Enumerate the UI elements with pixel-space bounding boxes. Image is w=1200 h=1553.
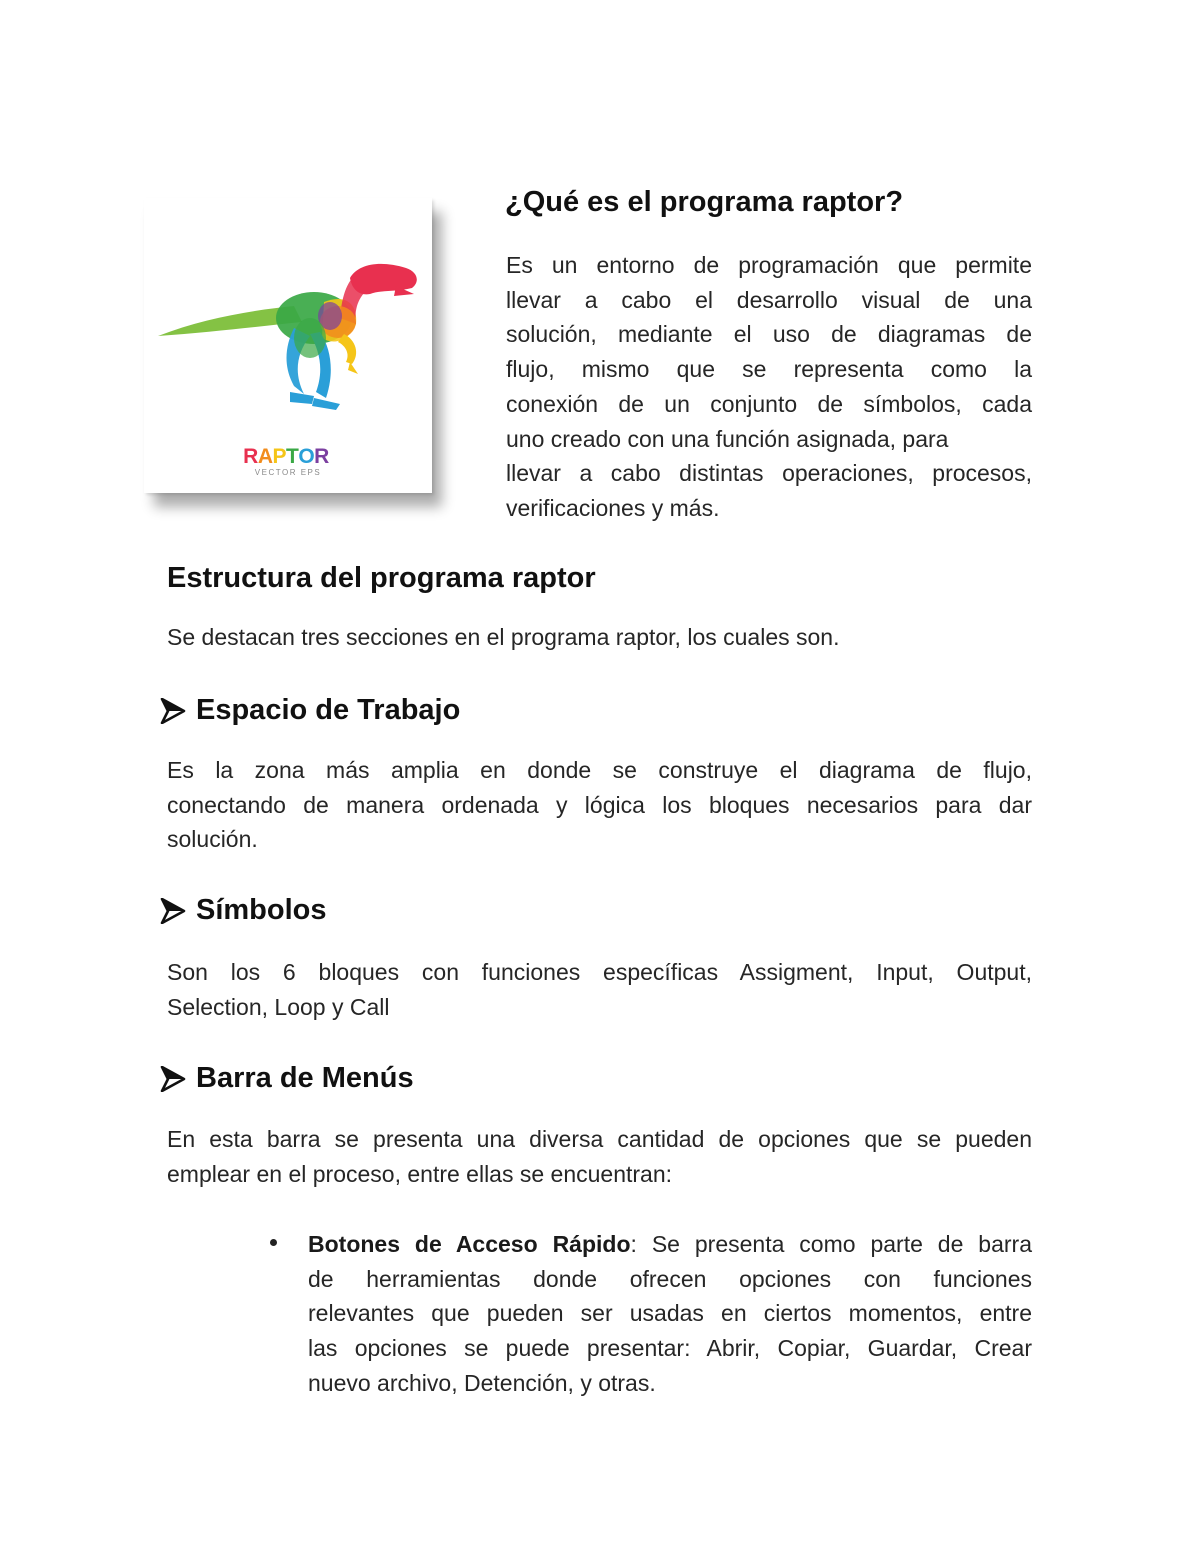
intro-line: uno creado con una función asignada, para [506, 425, 949, 452]
intro-line: solución, mediante el uso de diagramas de [506, 321, 1032, 348]
bullet-term: Botones de Acceso Rápido [308, 1231, 631, 1257]
arrow-bullet-icon [160, 698, 186, 724]
intro-paragraph [506, 248, 1032, 526]
logo-title [142, 445, 430, 469]
section-line: emplear en el proceso, entre ellas se encuentran: [167, 1160, 673, 1187]
section-line: solución. [167, 826, 258, 853]
section-heading-barra-de-menus [160, 1062, 414, 1095]
section-title: Símbolos [196, 894, 327, 926]
bullet-line: de herramientas donde ofrecen opciones con funciones [308, 1265, 1032, 1292]
section-title: Espacio de Trabajo [196, 694, 461, 726]
structure-title: Estructura del programa raptor [167, 562, 596, 594]
logo-title-letter: O [298, 445, 315, 468]
bullet-line: relevantes que pueden ser usadas en ciertos momentos, entre [308, 1300, 1032, 1327]
bullet-dot-icon [270, 1239, 277, 1246]
section-paragraph-simbolos [167, 955, 1032, 1024]
section-line: Son los 6 bloques con funciones específicas Assigment, Input, Output, [167, 959, 1032, 985]
logo-title-letter: A [257, 445, 273, 468]
arrow-bullet-icon [160, 1066, 186, 1092]
logo-title-letter: T [286, 445, 299, 468]
section-line: En esta barra se presenta una diversa cantidad de opciones que se pueden [167, 1126, 1032, 1152]
logo-title-letter: R [243, 445, 258, 468]
section-title: Barra de Menús [196, 1062, 414, 1094]
logo-title-letter: R [314, 445, 329, 468]
bullet-first-line [308, 1227, 1032, 1262]
section-line: Selection, Loop y Call [167, 993, 390, 1020]
bullet-line: nuevo archivo, Detención, y otras. [308, 1369, 656, 1396]
raptor-logo-image [144, 198, 432, 493]
intro-line: verificaciones y más. [506, 494, 720, 521]
bullet-first-line-rest: : Se presenta como parte de barra [630, 1231, 1032, 1257]
intro-line: Es un entorno de programación que permite [506, 252, 1032, 278]
structure-text: Se destacan tres secciones en el programa raptor, los cuales son. [167, 624, 840, 650]
logo-subtitle: VECTOR EPS [254, 468, 322, 477]
section-paragraph-espacio-de-trabajo [167, 753, 1032, 857]
intro-line: llevar a cabo el desarrollo visual de una [506, 286, 1032, 313]
section-heading-espacio-de-trabajo [160, 694, 460, 727]
bullet-line: las opciones se puede presentar: Abrir, Copiar, Guardar, Crear [308, 1335, 1032, 1362]
intro-title: ¿Qué es el programa raptor? [505, 186, 904, 218]
intro-line: conexión de un conjunto de símbolos, cada [506, 390, 1032, 417]
intro-line: flujo, mismo que se representa como la [506, 356, 1032, 383]
bullet-text [308, 1227, 1032, 1401]
section-heading-simbolos [160, 894, 327, 927]
section-line: conectando de manera ordenada y lógica los bloques necesarios para dar [167, 791, 1032, 818]
section-line: Es la zona más amplia en donde se construye el diagrama de flujo, [167, 757, 1032, 783]
structure-paragraph [167, 620, 1032, 655]
logo-title-letter: P [272, 445, 286, 468]
arrow-bullet-icon [160, 898, 186, 924]
section-paragraph-barra-de-menus [167, 1122, 1032, 1191]
intro-line: llevar a cabo distintas operaciones, procesos, [506, 460, 1032, 487]
